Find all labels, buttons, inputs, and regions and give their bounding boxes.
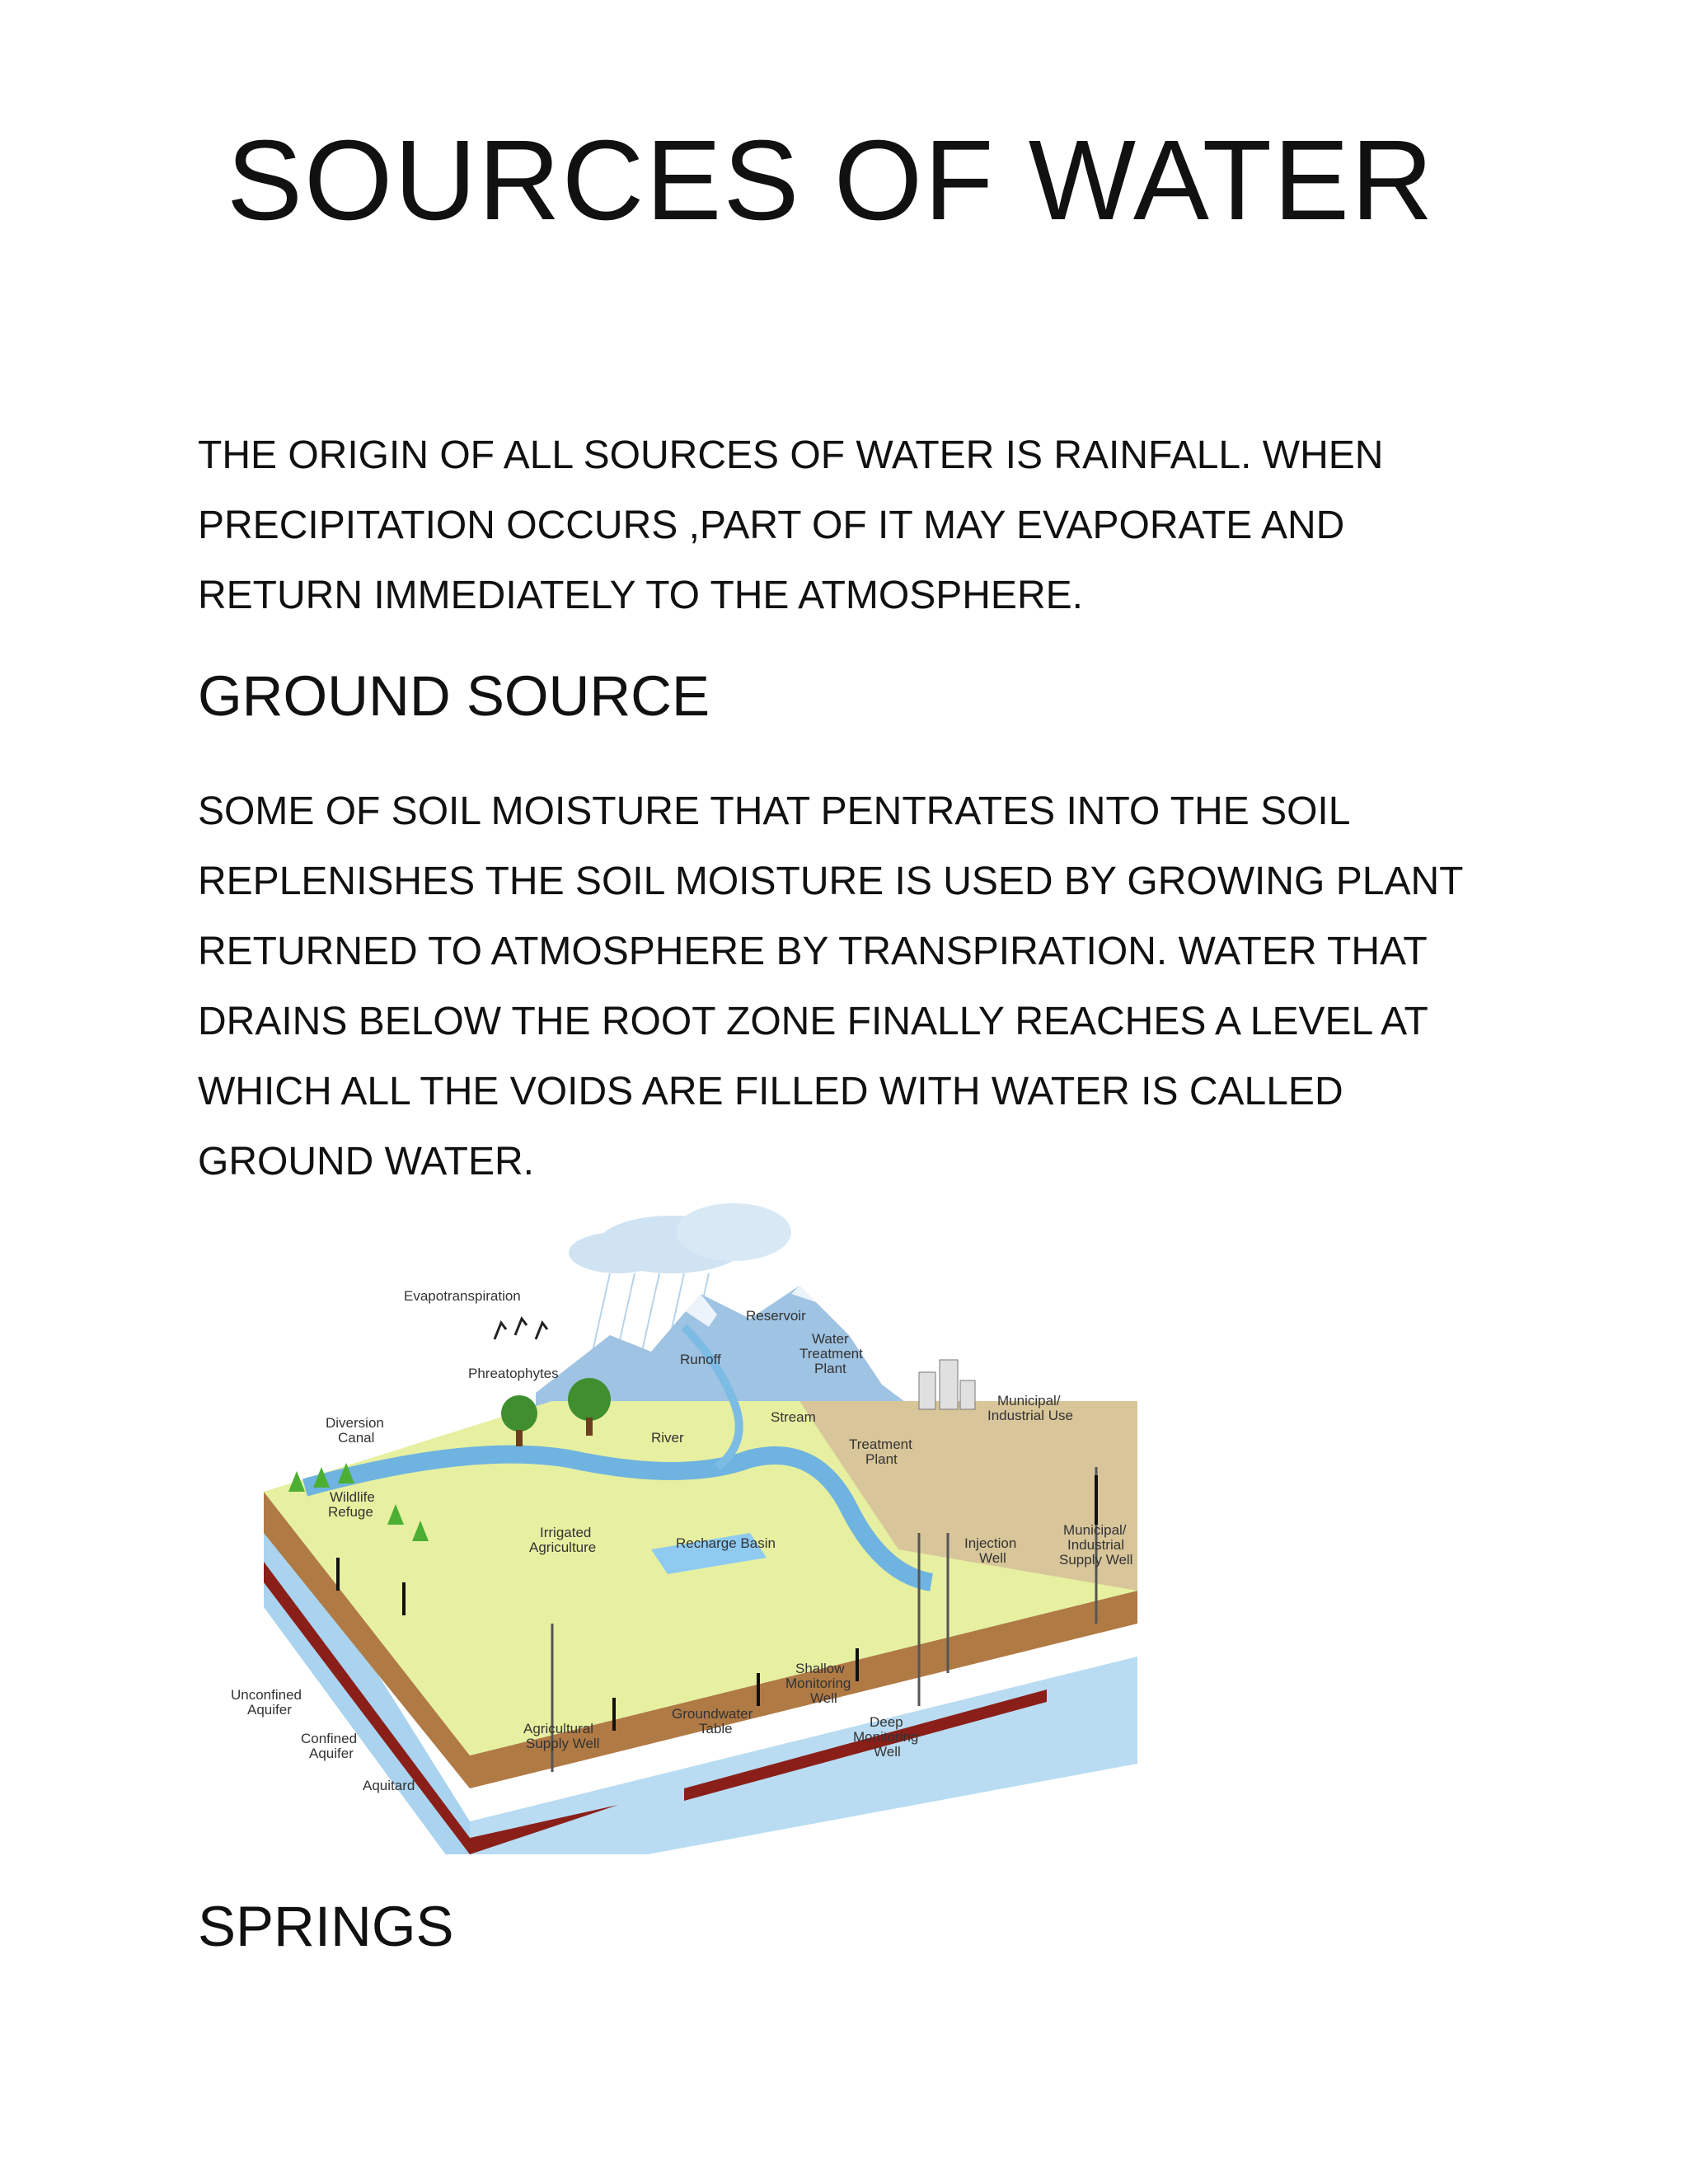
label-treatment-plant: Treatment xyxy=(849,1436,912,1452)
springs-heading: SPRINGS xyxy=(198,1895,454,1958)
label-confined-aquifer: Confined xyxy=(301,1731,358,1746)
ground-line: DRAINS BELOW THE ROOT ZONE FINALLY REACHES A LEVEL AT xyxy=(198,1000,1428,1043)
label-river: River xyxy=(651,1430,684,1446)
label-supply-well: Supply Well xyxy=(1059,1552,1133,1568)
label-confined-aquifer: Aquifer xyxy=(309,1746,354,1761)
groundwater-diagram xyxy=(223,1195,1162,1854)
label-runoff: Runoff xyxy=(680,1352,721,1367)
label-injection-well: Well xyxy=(979,1550,1006,1566)
label-wildlife-refuge: Wildlife xyxy=(330,1489,375,1505)
label-deep-monitoring-well: Well xyxy=(874,1744,901,1760)
label-stream: Stream xyxy=(771,1409,816,1425)
ground-line: SOME OF SOIL MOISTURE THAT PENTRATES INTO THE SOIL xyxy=(198,790,1351,833)
label-wildlife-refuge: Refuge xyxy=(328,1504,373,1520)
ground-line: RETURNED TO ATMOSPHERE BY TRANSPIRATION. WATER THAT xyxy=(198,930,1428,973)
label-deep-monitoring-well: Deep xyxy=(870,1714,903,1730)
label-reservoir: Reservoir xyxy=(746,1308,806,1324)
intro-line: THE ORIGIN OF ALL SOURCES OF WATER IS RAINFALL. WHEN xyxy=(198,434,1384,477)
label-injection-well: Injection xyxy=(964,1535,1017,1551)
label-supply-well: Industrial xyxy=(1067,1537,1124,1553)
label-treatment-plant: Plant xyxy=(865,1451,898,1467)
ground-line: GROUND WATER. xyxy=(198,1140,534,1183)
intro-paragraph xyxy=(198,420,1517,630)
label-groundwater-table: Table xyxy=(699,1721,733,1736)
label-agricultural-supply-well: Supply Well xyxy=(526,1736,600,1751)
label-unconfined-aquifer: Unconfined xyxy=(231,1687,302,1703)
label-shallow-monitoring-well: Well xyxy=(810,1690,837,1706)
label-diversion-canal: Diversion xyxy=(326,1415,384,1431)
label-agricultural-supply-well: Agricultural xyxy=(523,1721,594,1736)
intro-line: PRECIPITATION OCCURS ,PART OF IT MAY EVAPORATE AND xyxy=(198,504,1345,547)
label-unconfined-aquifer: Aquifer xyxy=(247,1702,292,1718)
label-recharge-basin: Recharge Basin xyxy=(676,1535,776,1551)
groundwater-diagram-svg xyxy=(223,1195,1162,1854)
label-phreatophytes: Phreatophytes xyxy=(468,1366,559,1381)
ground-line: WHICH ALL THE VOIDS ARE FILLED WITH WATER IS CALLED xyxy=(198,1070,1343,1113)
label-aquitard: Aquitard xyxy=(363,1778,415,1793)
page-title: SOURCES OF WATER xyxy=(227,117,1435,244)
label-deep-monitoring-well: Monitoring xyxy=(853,1729,919,1745)
label-municipal-use: Municipal/ xyxy=(997,1393,1061,1408)
label-water-treatment: Plant xyxy=(814,1361,846,1376)
label-municipal-use: Industrial Use xyxy=(987,1408,1073,1423)
ground-source-paragraph xyxy=(198,776,1517,1197)
label-supply-well: Municipal/ xyxy=(1063,1522,1127,1538)
label-irrigated-agriculture: Irrigated xyxy=(540,1525,592,1540)
label-water-treatment: Treatment xyxy=(799,1346,863,1361)
label-irrigated-agriculture: Agriculture xyxy=(529,1540,597,1555)
label-evapotranspiration: Evapotranspiration xyxy=(404,1288,521,1304)
evapotranspiration-arrows-icon xyxy=(495,1319,547,1339)
intro-line: RETURN IMMEDIATELY TO THE ATMOSPHERE. xyxy=(198,574,1083,617)
label-shallow-monitoring-well: Shallow xyxy=(795,1661,845,1676)
label-shallow-monitoring-well: Monitoring xyxy=(785,1675,851,1691)
city-icon xyxy=(919,1360,975,1409)
label-groundwater-table: Groundwater xyxy=(672,1706,753,1722)
label-diversion-canal: Canal xyxy=(338,1430,375,1446)
ground-line: REPLENISHES THE SOIL MOISTURE IS USED BY GROWING PLANT xyxy=(198,860,1464,903)
ground-source-heading: GROUND SOURCE xyxy=(198,664,710,728)
label-water-treatment: Water xyxy=(812,1331,849,1347)
